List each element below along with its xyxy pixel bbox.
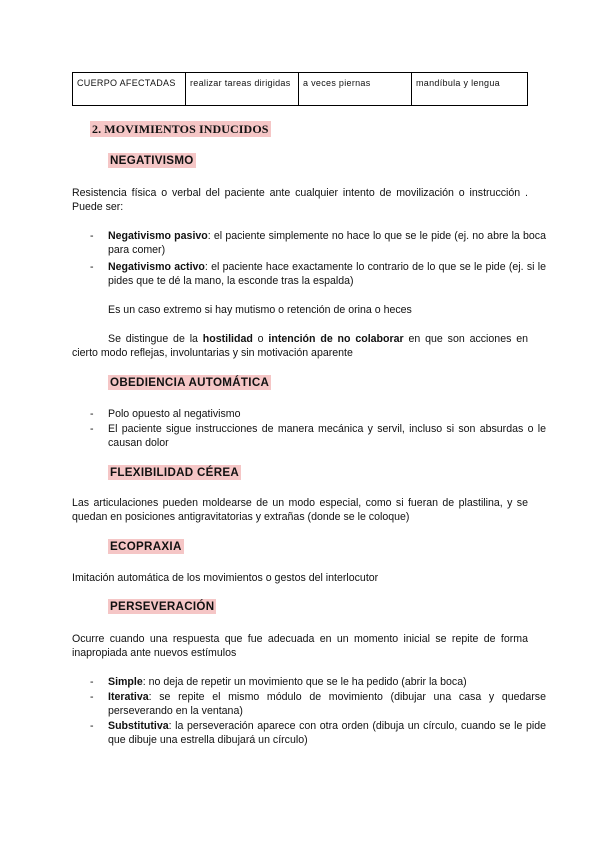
negativismo-note: Es un caso extremo si hay mutismo o retención de orina o heces xyxy=(108,304,412,316)
summary-table xyxy=(72,72,528,106)
ecopraxia-title: ECOPRAXIA xyxy=(110,540,182,553)
definition: : el paciente hace exactamente lo contrario de lo que se le pide (ej. si le pides que te dé la mano, la esconde tras la espalda) xyxy=(108,261,546,287)
term: intención de no colaborar xyxy=(268,333,404,345)
bullet-dash: - xyxy=(90,691,94,703)
item-text: El paciente sigue instrucciones de manera mecánica y servil, incluso si son absurdas o le causan dolor xyxy=(108,423,546,449)
subsection-heading xyxy=(108,154,196,167)
term: Iterativa xyxy=(108,691,149,703)
subsection-heading xyxy=(108,600,216,613)
term: Substitutiva xyxy=(108,720,169,732)
subsection-heading xyxy=(108,376,271,389)
bullet-dash: - xyxy=(90,261,94,273)
item-text: Polo opuesto al negativismo xyxy=(108,408,241,420)
definition: : el paciente simplemente no hace lo que se le pide (ej. no abre la boca para comer) xyxy=(108,230,546,256)
bullet-dash: - xyxy=(90,230,94,242)
table-cell: realizar tareas dirigidas xyxy=(186,73,299,106)
section-heading xyxy=(90,122,271,137)
definition: : la perseveración aparece con otra orden (dibuja un círculo, cuando se le pide que dibuje una estrella dibujará un círculo) xyxy=(108,720,546,746)
list-item xyxy=(90,407,546,421)
perseveracion-title: PERSEVERACIÓN xyxy=(110,600,215,613)
text: en que son acciones en cierto modo reflejas, involuntarias y sin motivación aparente xyxy=(72,333,529,359)
negativismo-title: NEGATIVISMO xyxy=(110,154,194,167)
list-item xyxy=(90,719,546,747)
table-cell: CUERPO AFECTADAS xyxy=(73,73,186,106)
ecopraxia-text: Imitación automática de los movimientos o gestos del interlocutor xyxy=(72,572,379,584)
flexibilidad-text: Las articulaciones pueden moldearse de un modo especial, como si fueran de plastilina, y se quedan en posiciones antigravitatorias y extrañas (donde se le coloque) xyxy=(72,497,528,523)
obediencia-title: OBEDIENCIA AUTOMÁTICA xyxy=(110,376,270,389)
bullet-dash: - xyxy=(90,423,94,435)
definition: : se repite el mismo módulo de movimiento (dibujar una casa y quedarse perseverando en la ventana) xyxy=(108,691,546,717)
subsection-heading xyxy=(108,540,184,553)
list-item xyxy=(90,422,546,450)
text: Se distingue de la xyxy=(108,333,203,345)
negativismo-intro: Resistencia física o verbal del paciente ante cualquier intento de movilización o instrucción . Puede ser: xyxy=(72,187,528,213)
term: Negativismo pasivo xyxy=(108,230,208,242)
table-row xyxy=(73,73,528,106)
term: hostilidad xyxy=(202,333,253,345)
flexibilidad-title: FLEXIBILIDAD CÉREA xyxy=(110,466,240,479)
definition: : no deja de repetir un movimiento que se le ha pedido (abrir la boca) xyxy=(142,676,467,688)
term: Simple xyxy=(108,676,143,688)
list-item xyxy=(90,229,546,257)
negativismo-distinction xyxy=(72,332,528,360)
perseveracion-intro: Ocurre cuando una respuesta que fue adecuada en un momento inicial se repite de forma inapropiada ante nuevos estímulos xyxy=(72,633,528,659)
table-cell: a veces piernas xyxy=(299,73,412,106)
bullet-dash: - xyxy=(90,408,94,420)
list-item xyxy=(90,260,546,288)
bullet-dash: - xyxy=(90,676,94,688)
section-title: 2. MOVIMIENTOS INDUCIDOS xyxy=(92,122,269,136)
list-item xyxy=(90,690,546,718)
bullet-dash: - xyxy=(90,720,94,732)
text: o xyxy=(252,333,269,345)
subsection-heading xyxy=(108,466,241,479)
list-item xyxy=(90,675,546,689)
term: Negativismo activo xyxy=(108,261,205,273)
table-cell: mandíbula y lengua xyxy=(412,73,528,106)
